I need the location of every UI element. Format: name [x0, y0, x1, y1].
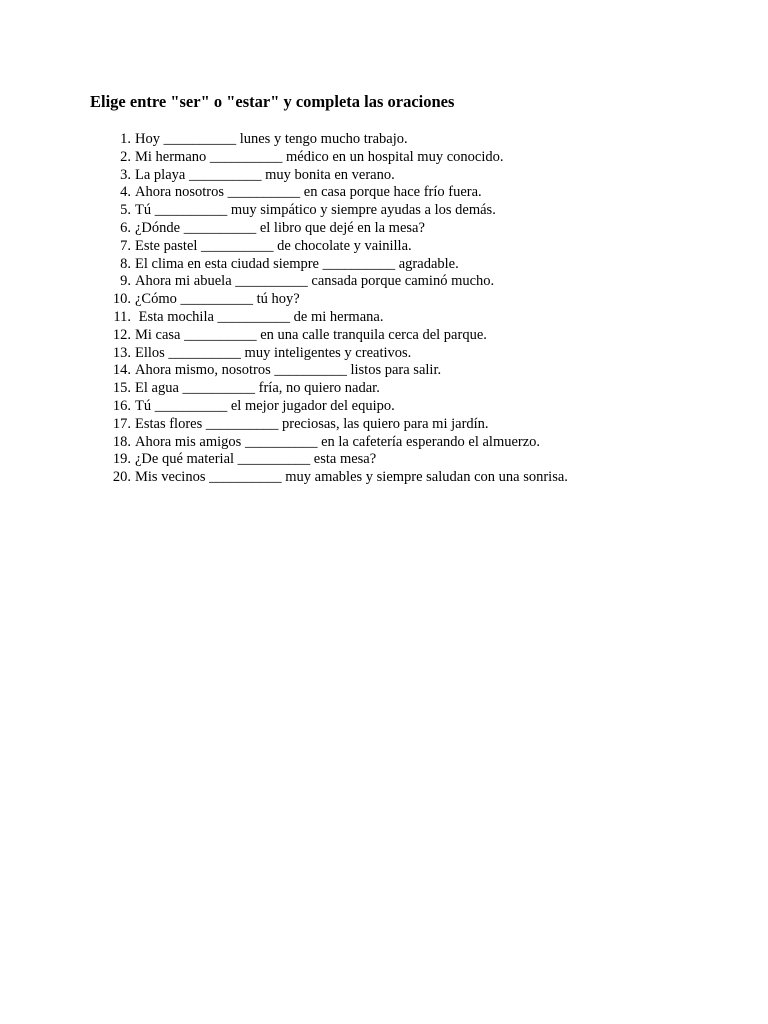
item-number: 18.: [112, 433, 131, 450]
item-number: 19.: [112, 451, 131, 468]
item-text: Mi hermano __________ médico en un hospital muy conocido.: [135, 148, 504, 165]
item-text: Tú __________ muy simpático y siempre ayudas a los demás.: [135, 202, 496, 219]
item-text: ¿De qué material __________ esta mesa?: [135, 451, 377, 468]
item-number: 11.: [113, 308, 131, 325]
item-text: Ahora mis amigos __________ en la cafetería esperando el almuerzo.: [135, 433, 541, 450]
item-number: 20.: [112, 469, 131, 486]
item-text: Mis vecinos __________ muy amables y siempre saludan con una sonrisa.: [135, 469, 568, 486]
item-number: 15.: [112, 380, 131, 397]
item-number: 13.: [112, 344, 131, 361]
item-number: 3.: [120, 166, 131, 183]
item-text: ¿Dónde __________ el libro que dejé en la mesa?: [135, 219, 425, 236]
item-text: Ellos __________ muy inteligentes y creativos.: [135, 344, 412, 361]
item-text: Esta mochila __________ de mi hermana.: [135, 308, 384, 325]
item-text: Este pastel __________ de chocolate y vainilla.: [135, 237, 412, 254]
item-number: 4.: [120, 184, 131, 201]
item-number: 1.: [120, 131, 131, 147]
item-text: El agua __________ fría, no quiero nadar.: [135, 380, 380, 397]
item-number: 10.: [112, 291, 131, 308]
item-text: Mi casa __________ en una calle tranquila cerca del parque.: [135, 326, 487, 343]
item-number: 6.: [120, 219, 131, 236]
item-text: La playa __________ muy bonita en verano.: [135, 166, 395, 183]
item-text: El clima en esta ciudad siempre __________ agradable.: [135, 255, 459, 272]
item-text: Hoy __________ lunes y tengo mucho trabajo.: [135, 131, 408, 147]
item-number: 14.: [112, 362, 131, 379]
item-text: Tú __________ el mejor jugador del equipo.: [135, 397, 395, 414]
item-number: 2.: [120, 148, 131, 165]
item-number: 12.: [112, 326, 131, 343]
item-text: Ahora mismo, nosotros __________ listos para salir.: [135, 362, 442, 379]
item-number: 8.: [120, 255, 131, 272]
item-number: 5.: [120, 202, 131, 219]
item-number: 7.: [120, 237, 131, 254]
item-number: 9.: [120, 273, 131, 290]
item-text: ¿Cómo __________ tú hoy?: [135, 291, 300, 308]
item-text: Ahora nosotros __________ en casa porque hace frío fuera.: [135, 184, 482, 201]
page-title: Elige entre "ser" o "estar" y completa las oraciones: [90, 92, 455, 111]
item-number: 17.: [112, 415, 131, 432]
item-text: Ahora mi abuela __________ cansada porque caminó mucho.: [135, 273, 495, 290]
item-number: 16.: [112, 397, 131, 414]
item-text: Estas flores __________ preciosas, las quiero para mi jardín.: [135, 415, 489, 432]
